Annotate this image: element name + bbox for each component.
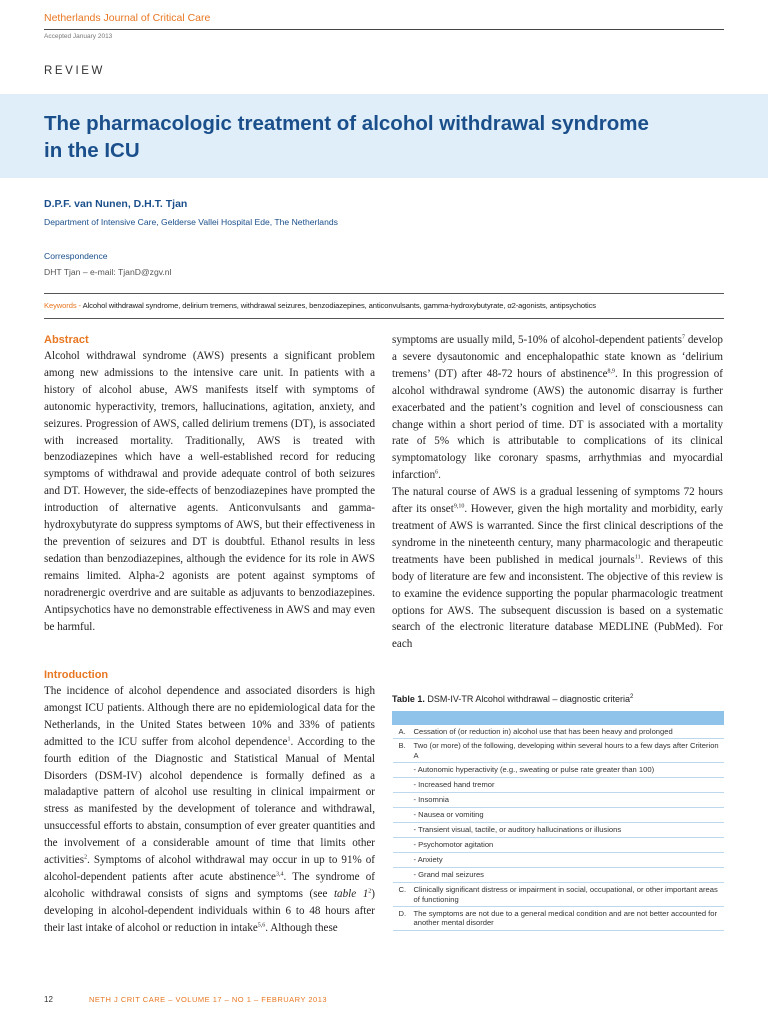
right-paragraph-2: The natural course of AWS is a gradual lessening of symptoms 72 hours after its onset$^{9,10}$. However, given the high mortality and morbidity, early treatment of AWS is warranted. Since the first clinical descriptions of the syndrome in the nineteenth century, many pharmacologic and therapeutic treatments have been published in medical journals$^{11}$. Reviews of this body of literature are few and inconsistent. The objective of this review is to examine the evidence supporting the popular pharmacologic treatment options for AWS. The subsequent discussion is based on a systematic search of the electronic literature database MEDLINE (PubMed). For each <box>392 486 724 651</box>
table-row <box>393 823 724 838</box>
criterion-letter <box>393 838 411 853</box>
table-row <box>393 778 724 793</box>
table-caption <box>392 694 633 704</box>
criterion-letter <box>393 778 411 793</box>
table-caption-text: DSM-IV-TR Alcohol withdrawal – diagnostic criteria <box>427 694 630 704</box>
right-paragraph-1: symptoms are usually mild, 5-10% of alcohol-dependent patients$^7$ develop a severe dysautonomic and encephalopathic state known as ‘delirium tremens’ (DT) after 48-72 hours of abstinence$^{8,9}$. In this progression of alcohol withdrawal syndrome (AWS) the autonomic disarray is further exacerbated and the patient’s cognition and level of consciousness can change within a short period of time. DT is associated with a mortality rate of 5% which is attributable to complications of its clinical symptomatology like coronary spasms, arrhythmias and myocardial infarction$^6$. <box>392 334 723 482</box>
criterion-text: Two (or more) of the following, developing within several hours to a few days after Criterion A <box>411 739 724 763</box>
right-column-text <box>392 332 723 653</box>
criterion-text: - Autonomic hyperactivity (e.g., sweating or pulse rate greater than 100) <box>411 763 724 778</box>
criterion-text: - Transient visual, tactile, or auditory hallucinations or illusions <box>411 823 724 838</box>
criterion-letter <box>393 823 411 838</box>
criterion-text: The symptoms are not due to a general medical condition and are not better accounted for another mental disorder <box>411 907 724 931</box>
criterion-letter: B. <box>393 739 411 763</box>
table-row <box>393 763 724 778</box>
page-number: 12 <box>44 995 53 1004</box>
criterion-text: - Increased hand tremor <box>411 778 724 793</box>
criterion-letter <box>393 808 411 823</box>
table-row <box>393 868 724 883</box>
introduction-paragraph: The incidence of alcohol dependence and associated disorders is high amongst ICU patients. Although there are no epidemiological data for the Netherlands, in the United States between 10% and 33% of patients admitted to the ICU suffer from alcohol dependence$^1$. According to the fourth edition of the Diagnostic and Statistical Manual of Mental Disorders (DSM-IV) alcohol dependence is formally defined as a maladaptive pattern of alcohol use resulting in clinical impairment or stress as manifested by the development of tolerance and withdrawal, unsuccessful efforts to abstain, consumption of ever greater quantities and the involvement of a considerable amount of time that limits other activities$^2$. Symptoms of alcohol withdrawal may occur in up to 91% of alcohol-dependent patients after acute abstinence$^{3,4}$. The syndrome of alcoholic withdrawal consists of signs and symptoms (see table $1^2$) developing in alcohol-dependent individuals within 6 to 48 hours after their last intake of alcohol or reduction in intake$^{5,6}$. Although these <box>44 685 375 934</box>
abstract-section <box>44 332 375 635</box>
criterion-text: - Anxiety <box>411 853 724 868</box>
table-row <box>393 793 724 808</box>
article-title: The pharmacologic treatment of alcohol withdrawal syndrome in the ICU <box>44 112 649 162</box>
authors: D.P.F. van Nunen, D.H.T. Tjan <box>44 198 188 210</box>
table-row <box>393 808 724 823</box>
table-label: Table 1. <box>392 694 425 704</box>
table-row <box>393 853 724 868</box>
journal-name: Netherlands Journal of Critical Care <box>44 12 211 24</box>
criterion-text: - Psychomotor agitation <box>411 838 724 853</box>
criterion-text: - Grand mal seizures <box>411 868 724 883</box>
keywords-text: Alcohol withdrawal syndrome, delirium tremens, withdrawal seizures, benzodiazepines, anticonvulsants, gamma-hydroxybutyrate, α2-agonists, antipsychotics <box>82 301 596 310</box>
keywords-label: Keywords - <box>44 301 81 310</box>
introduction-heading: Introduction <box>44 669 109 681</box>
criterion-letter <box>393 868 411 883</box>
criterion-letter <box>393 793 411 808</box>
title-band <box>0 94 768 178</box>
abstract-heading: Abstract <box>44 334 89 346</box>
correspondence-text: DHT Tjan – e-mail: TjanD@zgv.nl <box>44 267 172 277</box>
table-header-row <box>393 712 724 725</box>
criterion-letter: C. <box>393 883 411 907</box>
criterion-letter <box>393 853 411 868</box>
criterion-letter <box>393 763 411 778</box>
section-label: REVIEW <box>44 65 105 77</box>
criterion-letter: A. <box>393 725 411 739</box>
criterion-text: Clinically significant distress or impairment in social, occupational, or other important areas of functioning <box>411 883 724 907</box>
criterion-text: - Nausea or vomiting <box>411 808 724 823</box>
table-row <box>393 838 724 853</box>
table-row <box>393 883 724 907</box>
table-row <box>393 739 724 763</box>
criterion-text: - Insomnia <box>411 793 724 808</box>
criterion-text: Cessation of (or reduction in) alcohol use that has been heavy and prolonged <box>411 725 724 739</box>
footer-journal: NETH J CRIT CARE – VOLUME 17 – NO 1 – FEBRUARY 2013 <box>89 995 328 1004</box>
keywords-rule-top <box>44 293 724 294</box>
table-reference[interactable]: table 1 <box>333 887 369 900</box>
table-caption-sup: 2 <box>629 694 634 700</box>
criterion-letter: D. <box>393 907 411 931</box>
table-header-cell <box>393 712 724 725</box>
header-rule <box>44 29 724 30</box>
affiliation: Department of Intensive Care, Gelderse Vallei Hospital Ede, The Netherlands <box>44 217 338 227</box>
keywords-rule-bottom <box>44 318 724 319</box>
abstract-text: Alcohol withdrawal syndrome (AWS) presents a significant problem among new admissions to the intensive care unit. In patients with a history of alcohol abuse, AWS manifests itself with symptoms of autonomic hyperactivity, tremors, hallucinations, agitation, anxiety, and seizures. Progression of AWS, called delirium tremens (DT), is associated with increased mortality. Traditionally, AWS is treated with benzodiazepines which have a well-established record for reducing symptoms of withdrawal and provide adequate control of both seizures and DT. However, the side-effects of benzodiazepines have prompted the introduction of alternative agents. Anticonvulsants and gamma-hydroxybutyrate do suppress symptoms of AWS, but their effectiveness in the prevention of seizures and DT is doubtful. Ethanol results in less sedation than benzodiazepines, although the evidence for its role in AWS remains limited. Alpha-2 agonists are potent against symptoms of noradrenergic overdrive and are suitable as adjuvants to benzodiazepines. Antipsychotics have no demonstrable effectiveness in AWS and may even be harmful. <box>44 350 375 633</box>
table-row <box>393 725 724 739</box>
keywords <box>44 301 734 310</box>
accepted-date: Accepted January 2013 <box>44 33 113 40</box>
criteria-table <box>392 711 724 931</box>
correspondence-label: Correspondence <box>44 251 108 261</box>
table-row <box>393 907 724 931</box>
introduction-section <box>44 667 375 937</box>
